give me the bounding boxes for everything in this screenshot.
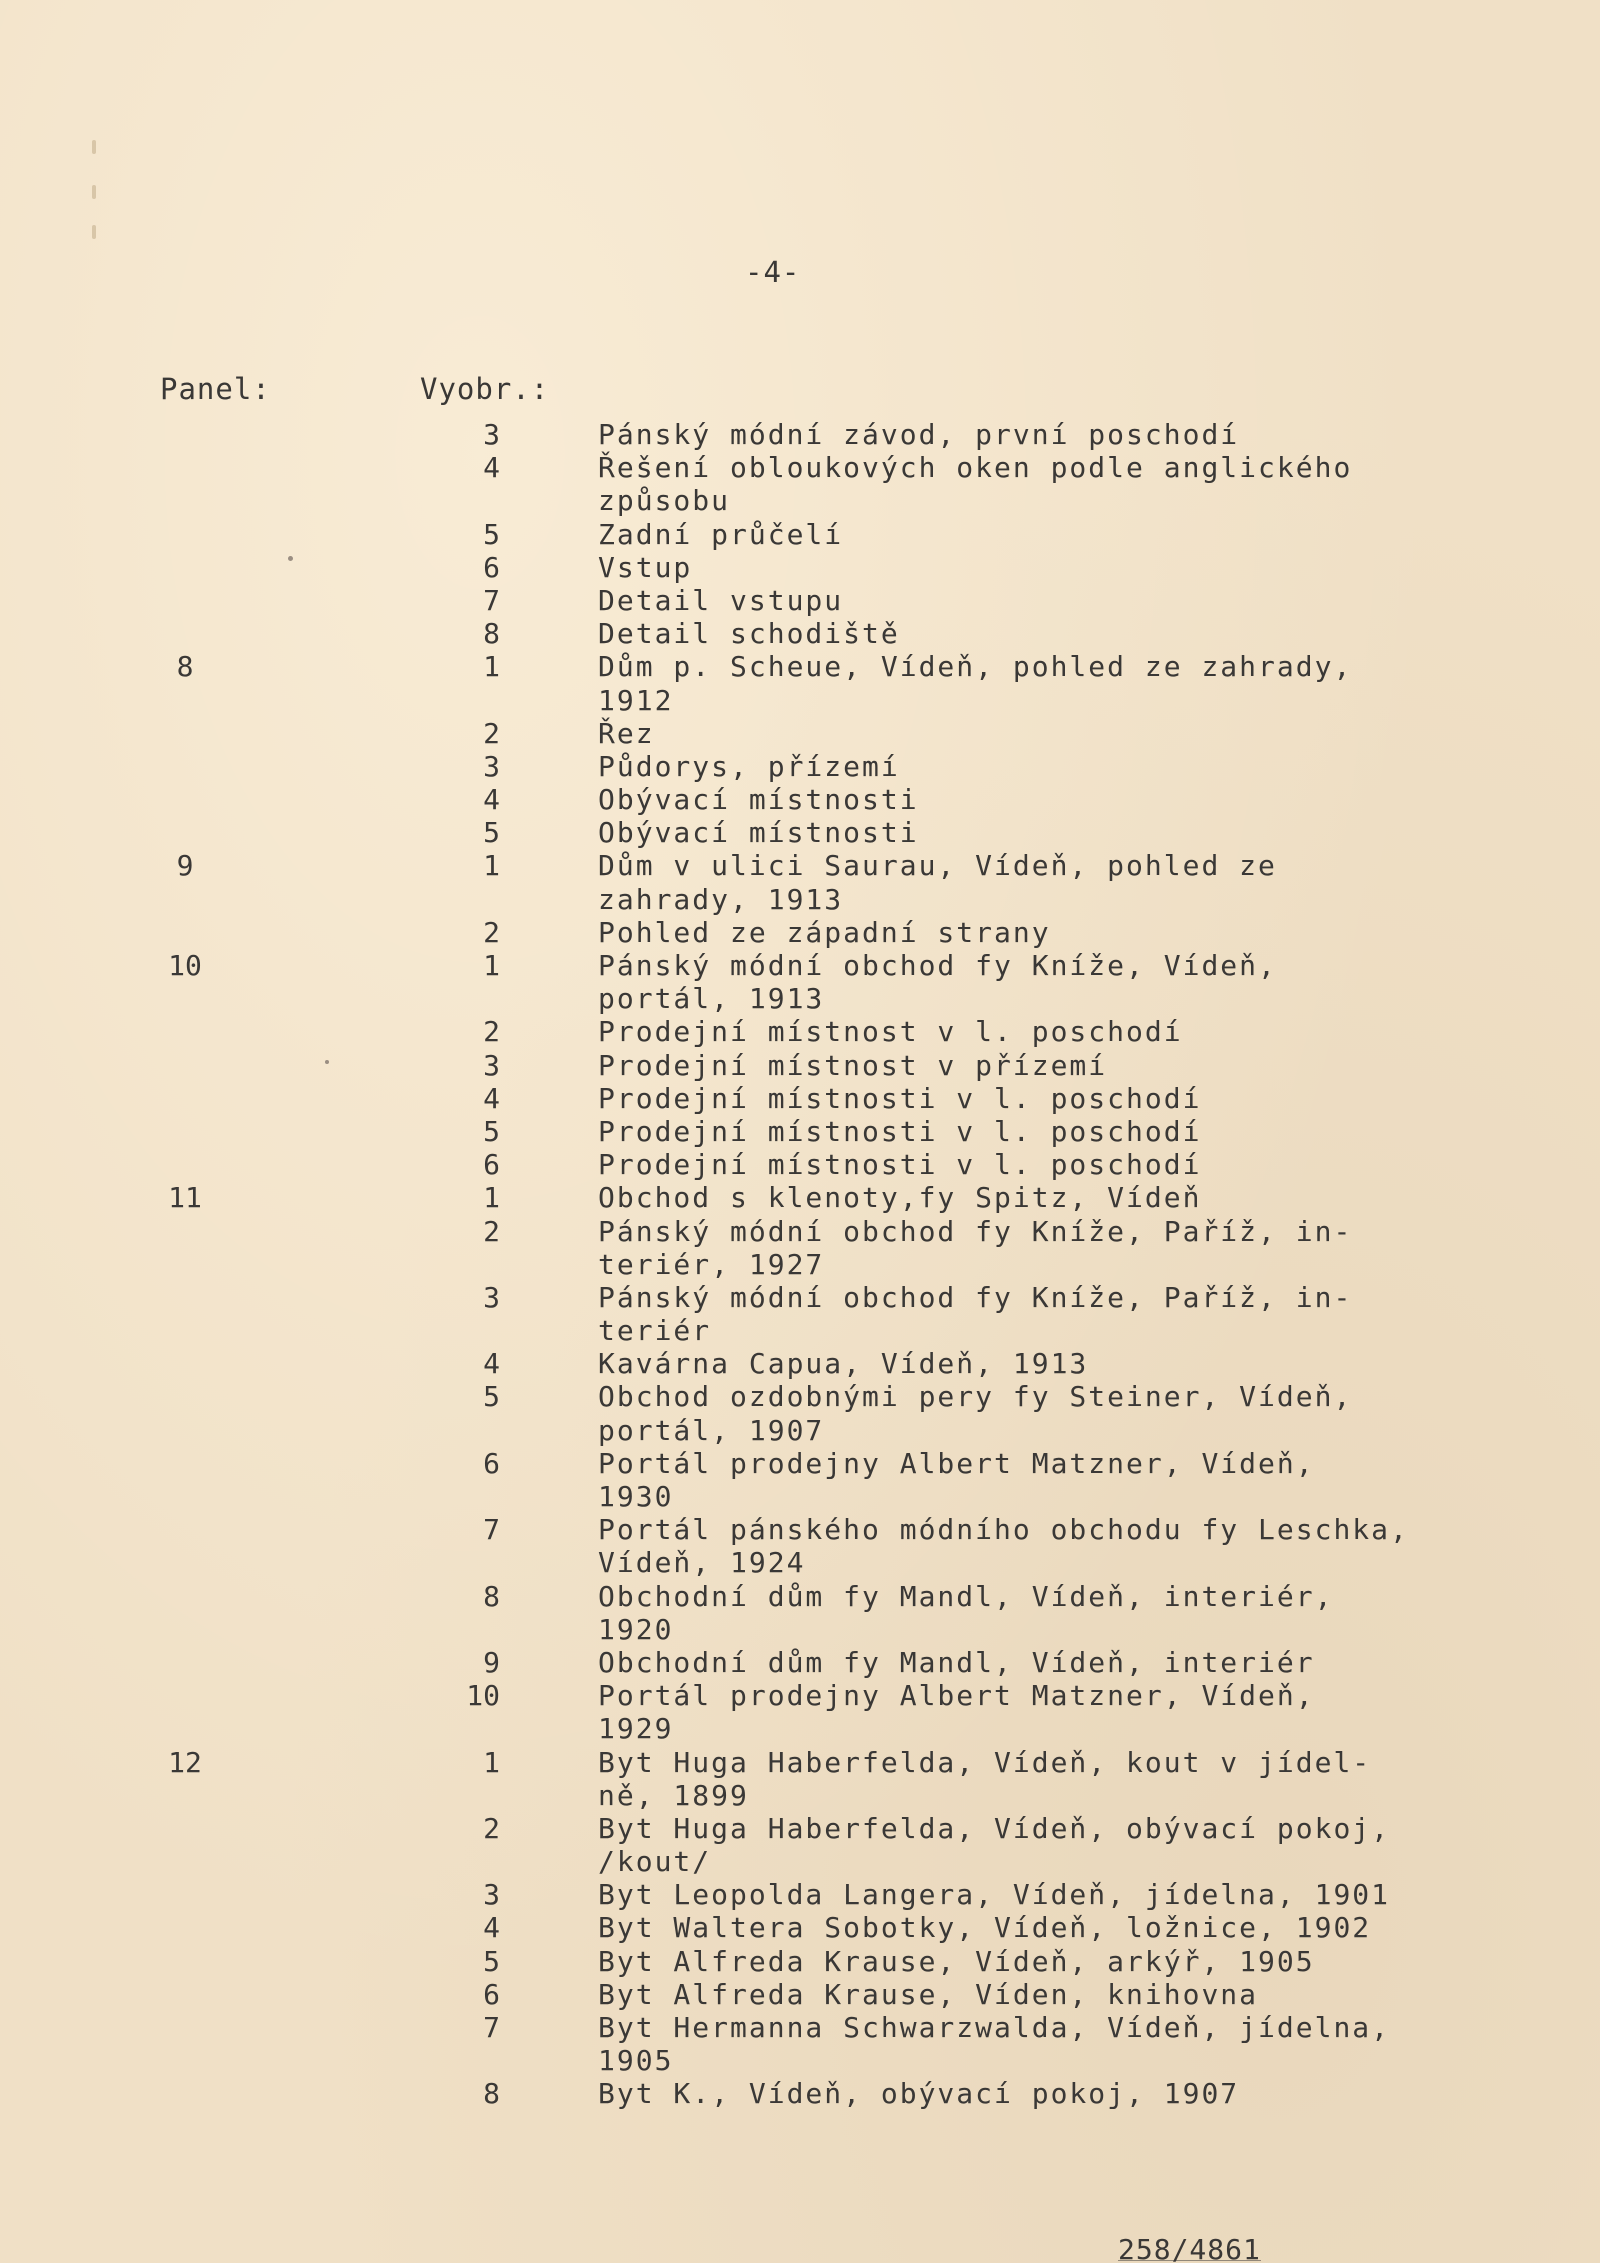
image-description: teriér, 1927: [598, 1247, 825, 1281]
image-number: 7: [483, 583, 500, 617]
list-item: [0, 883, 1600, 916]
list-item: [0, 1082, 1600, 1115]
image-description: Vstup: [598, 550, 693, 584]
image-description: Pánský módní závod, první poschodí: [598, 418, 1240, 451]
list-item: [0, 2044, 1600, 2077]
list-item: [0, 1845, 1600, 1878]
image-number: 1: [483, 949, 500, 982]
image-description: Byt Alfreda Krause, Víden, knihovna: [598, 1977, 1259, 2011]
image-description: Byt Alfreda Krause, Vídeň, arkýř, 1905: [598, 1944, 1315, 1978]
image-description: Prodejní místnosti v l. poschodí: [598, 1114, 1202, 1148]
list-item: [0, 849, 1600, 882]
image-description: portál, 1907: [598, 1413, 825, 1447]
list-item: [0, 1314, 1600, 1347]
image-description: Obchodní dům fy Mandl, Vídeň, interiér,: [598, 1579, 1334, 1613]
list-item: [0, 684, 1600, 717]
list-item: [0, 1148, 1600, 1181]
image-description: Obchodní dům fy Mandl, Vídeň, interiér: [598, 1645, 1315, 1679]
panel-number: 12: [168, 1745, 202, 1779]
image-description: Byt Huga Haberfelda, Vídeň, obývací pokoj,: [598, 1811, 1391, 1845]
list-item: [0, 1679, 1600, 1712]
image-description: 1930: [598, 1480, 674, 1513]
list-item: [0, 1015, 1600, 1048]
image-description: Prodejní místnosti v l. poschodí: [598, 1081, 1202, 1115]
image-description: Řez: [598, 716, 655, 750]
list-item: [0, 1812, 1600, 1845]
image-number: 4: [483, 1911, 500, 1945]
image-number: 6: [483, 1977, 500, 2011]
list-item: [0, 2077, 1600, 2110]
list-item: [0, 484, 1600, 517]
image-number: 3: [483, 749, 500, 783]
image-description: Pánský módní obchod fy Kníže, Paříž, in-: [598, 1214, 1353, 1248]
list-item: [0, 982, 1600, 1015]
list-item: [0, 617, 1600, 650]
image-description: Pánský módní obchod fy Kníže, Vídeň,: [598, 949, 1277, 982]
image-number: 2: [483, 1214, 500, 1248]
image-description: Detail vstupu: [598, 583, 844, 617]
image-description: ně, 1899: [598, 1778, 749, 1812]
list-item: [0, 584, 1600, 617]
image-number: 5: [483, 517, 500, 551]
image-number: 3: [483, 418, 500, 451]
list-item: [0, 1613, 1600, 1646]
image-description: Vídeň, 1924: [598, 1546, 806, 1580]
list-item: [0, 1049, 1600, 1082]
image-list: [0, 418, 1600, 2111]
list-item: [0, 451, 1600, 484]
list-item: [0, 783, 1600, 816]
image-description: teriér: [598, 1314, 712, 1348]
image-description: 1920: [598, 1612, 674, 1646]
image-description: Dům v ulici Saurau, Vídeň, pohled ze: [598, 849, 1277, 883]
image-description: Byt K., Vídeň, obývací pokoj, 1907: [598, 2077, 1240, 2111]
image-number: 4: [483, 1347, 500, 1381]
image-description: Portál prodejny Albert Matzner, Vídeň,: [598, 1446, 1315, 1480]
image-number: 4: [483, 451, 500, 485]
image-description: Obchod ozdobnými pery fy Steiner, Vídeň,: [598, 1380, 1353, 1414]
image-number: 1: [483, 849, 500, 883]
image-number: 6: [483, 550, 500, 584]
list-item: [0, 1546, 1600, 1579]
punch-hole-mark: [92, 225, 96, 239]
list-item: [0, 2011, 1600, 2044]
list-item: [0, 916, 1600, 949]
image-description: 1929: [598, 1712, 674, 1746]
image-number: 6: [483, 1446, 500, 1480]
image-number: 3: [483, 1280, 500, 1314]
image-number: 3: [483, 1048, 500, 1082]
image-description: Dům p. Scheue, Vídeň, pohled ze zahrady,: [598, 650, 1353, 684]
list-item: [0, 551, 1600, 584]
image-description: Byt Leopolda Langera, Vídeň, jídelna, 1901: [598, 1878, 1391, 1912]
list-item: [0, 1480, 1600, 1513]
image-number: 2: [483, 915, 500, 949]
image-number: 4: [483, 783, 500, 817]
list-item: [0, 816, 1600, 849]
panel-number: 11: [168, 1181, 202, 1215]
list-item: [0, 1911, 1600, 1944]
image-description: Obchod s klenoty,fy Spitz, Vídeň: [598, 1181, 1202, 1215]
list-item: [0, 1380, 1600, 1413]
list-item: [0, 1347, 1600, 1380]
image-number: 7: [483, 2011, 500, 2044]
image-description: /kout/: [598, 1845, 712, 1879]
image-description: Byt Huga Haberfelda, Vídeň, kout v jídel-: [598, 1745, 1372, 1779]
image-number: 1: [483, 1181, 500, 1215]
list-item: [0, 1447, 1600, 1480]
list-item: [0, 1248, 1600, 1281]
panel-number: 9: [176, 849, 194, 883]
image-description: portál, 1913: [598, 982, 825, 1016]
image-description: Portál pánského módního obchodu fy Leschka,: [598, 1513, 1409, 1547]
image-description: Půdorys, přízemí: [598, 749, 900, 783]
image-number: 8: [483, 1579, 500, 1613]
image-description: Portál prodejny Albert Matzner, Vídeň,: [598, 1679, 1315, 1713]
image-description: Prodejní místnosti v l. poschodí: [598, 1148, 1202, 1182]
list-item: [0, 1513, 1600, 1546]
list-item: [0, 1215, 1600, 1248]
list-item: [0, 518, 1600, 551]
image-number: 3: [483, 1878, 500, 1912]
list-item: [0, 1115, 1600, 1148]
image-number: 4: [483, 1081, 500, 1115]
image-number: 2: [483, 1015, 500, 1049]
image-number: 5: [483, 1380, 500, 1414]
image-description: Kavárna Capua, Vídeň, 1913: [598, 1347, 1089, 1381]
image-description: Obývací místnosti: [598, 783, 919, 817]
list-item: [0, 1878, 1600, 1911]
list-item: [0, 1712, 1600, 1745]
image-description: Byt Hermanna Schwarzwalda, Vídeň, jídelna,: [598, 2011, 1391, 2044]
image-number: 10: [466, 1679, 500, 1713]
list-item: [0, 1978, 1600, 2011]
list-item: [0, 1580, 1600, 1613]
list-item: [0, 1181, 1600, 1214]
list-item: [0, 1945, 1600, 1978]
image-description: 1912: [598, 683, 674, 717]
panel-column-header: Panel:: [160, 372, 271, 406]
image-number: 5: [483, 1114, 500, 1148]
image-description: zahrady, 1913: [598, 882, 844, 916]
list-item: [0, 418, 1600, 451]
page-number: -4-: [745, 255, 801, 289]
image-description: Byt Waltera Sobotky, Vídeň, ložnice, 1902: [598, 1911, 1372, 1945]
image-number: 7: [483, 1513, 500, 1547]
list-item: [0, 1779, 1600, 1812]
image-column-header: Vyobr.:: [420, 372, 550, 406]
image-description: Obývací místnosti: [598, 816, 919, 850]
image-description: Prodejní místnost v přízemí: [598, 1048, 1108, 1082]
list-item: [0, 750, 1600, 783]
list-item: [0, 1746, 1600, 1779]
image-description: způsobu: [598, 484, 731, 518]
list-item: [0, 1414, 1600, 1447]
list-item: [0, 1281, 1600, 1314]
punch-hole-mark: [92, 185, 96, 199]
image-number: 2: [483, 1811, 500, 1845]
archive-reference: 258/4861: [1118, 2233, 1261, 2263]
panel-number: 8: [176, 650, 194, 684]
image-number: 9: [483, 1645, 500, 1679]
list-item: [0, 1646, 1600, 1679]
punch-hole-mark: [92, 140, 96, 154]
image-description: Řešení obloukových oken podle anglického: [598, 451, 1353, 485]
list-item: [0, 949, 1600, 982]
panel-number: 10: [168, 949, 202, 982]
image-description: Pohled ze západní strany: [598, 915, 1051, 949]
image-description: Detail schodiště: [598, 617, 900, 651]
list-item: [0, 650, 1600, 683]
image-description: 1905: [598, 2044, 674, 2078]
image-number: 1: [483, 650, 500, 684]
image-description: Prodejní místnost v l. poschodí: [598, 1015, 1183, 1049]
image-number: 8: [483, 2077, 500, 2111]
image-number: 6: [483, 1148, 500, 1182]
image-number: 2: [483, 716, 500, 750]
image-number: 1: [483, 1745, 500, 1779]
image-number: 5: [483, 816, 500, 850]
image-number: 5: [483, 1944, 500, 1978]
image-number: 8: [483, 617, 500, 651]
image-description: Zadní průčelí: [598, 517, 844, 551]
list-item: [0, 717, 1600, 750]
image-description: Pánský módní obchod fy Kníže, Paříž, in-: [598, 1280, 1353, 1314]
